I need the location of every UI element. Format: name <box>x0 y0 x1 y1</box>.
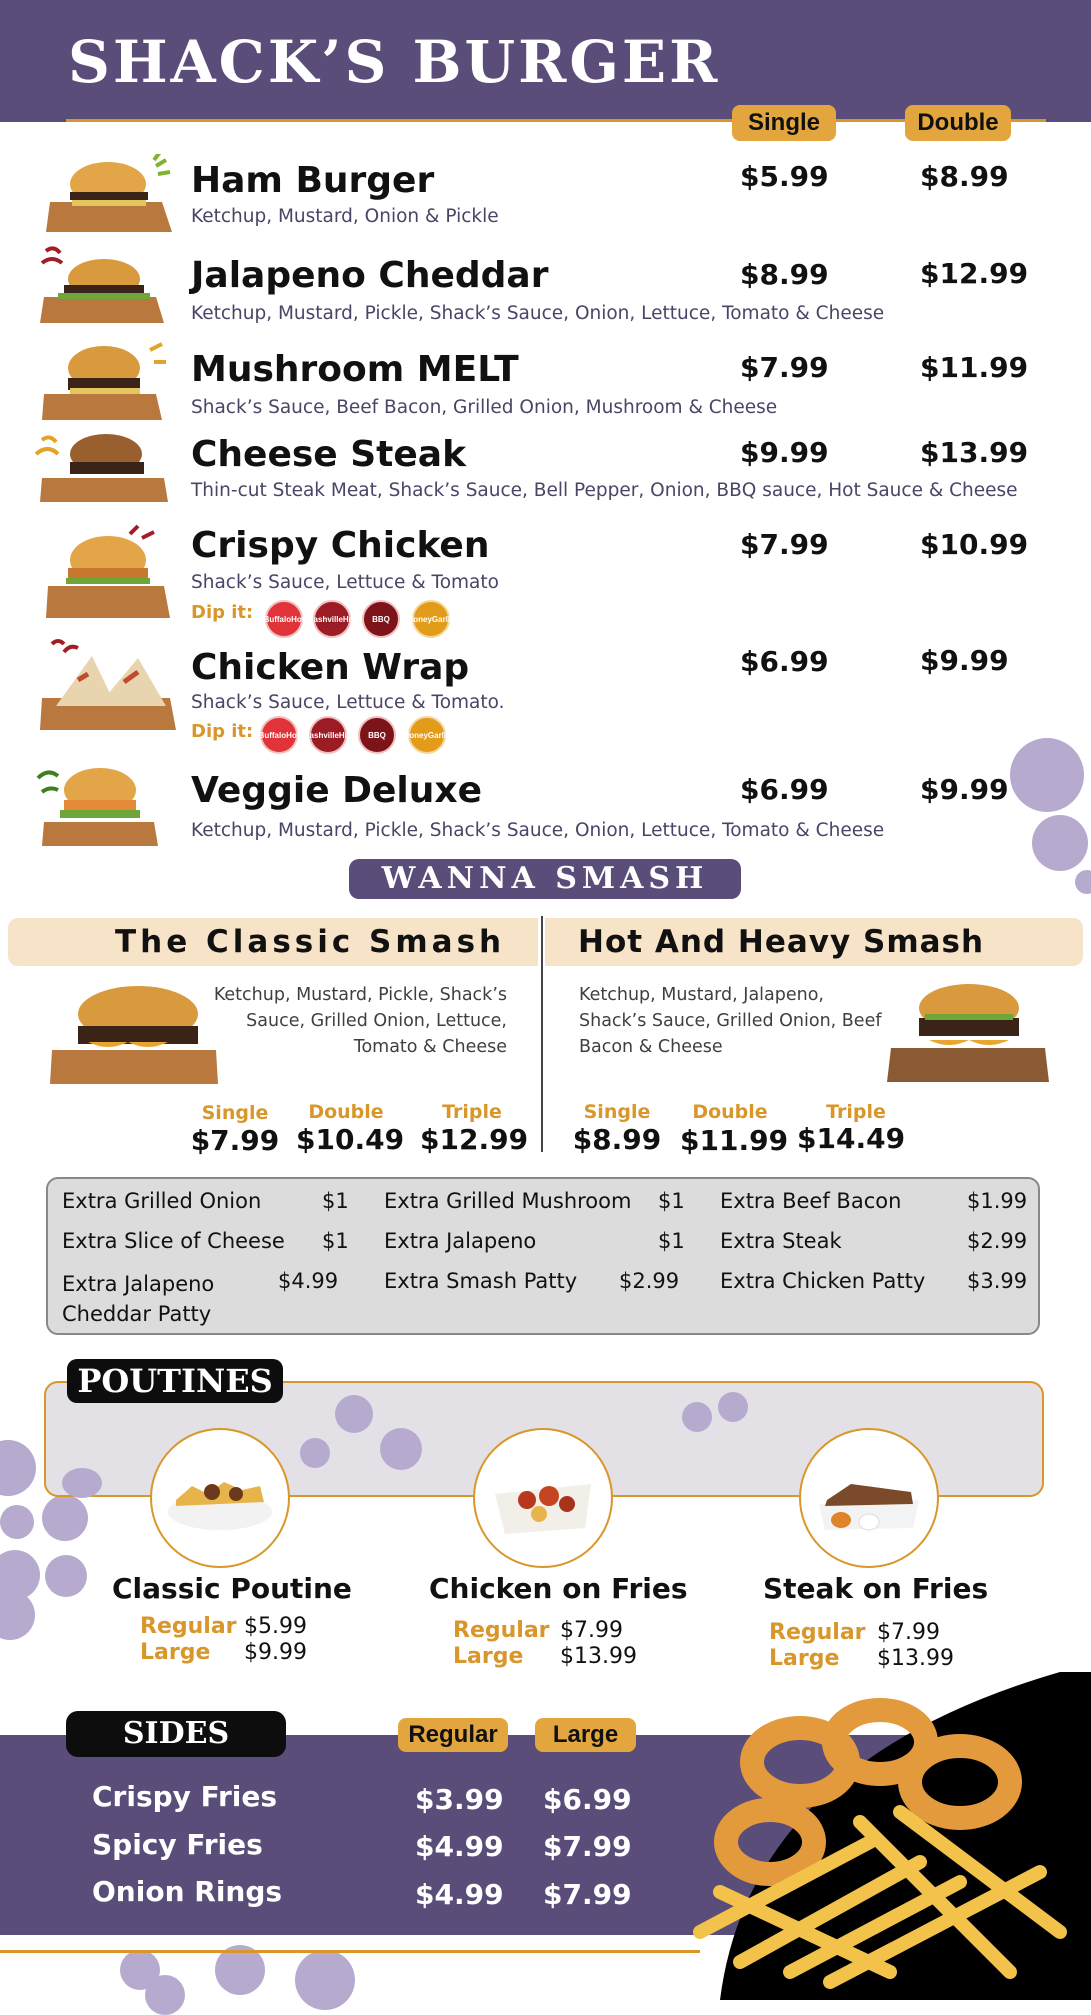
page-title: SHACK’S BURGER <box>68 28 721 96</box>
burger-name: Mushroom MELT <box>191 349 519 390</box>
price-double: $9.99 <box>920 773 1009 806</box>
classic-poutine-photo <box>150 1428 290 1568</box>
honey-garlic-sauce-badge: Honey Garlic <box>412 600 450 638</box>
poutine-name: Classic Poutine <box>112 1572 352 1605</box>
poutine-regular-price: $5.99 <box>244 1614 307 1639</box>
hot-triple-label: Triple <box>826 1101 886 1123</box>
buffalo-hot-sauce-badge: Buffalo Hot <box>260 716 298 754</box>
price-single: $5.99 <box>740 160 829 193</box>
decor-bubble <box>682 1402 712 1432</box>
burger-description: Shack’s Sauce, Lettuce & Tomato <box>191 572 499 593</box>
burger-name: Ham Burger <box>191 160 435 201</box>
side-large-price: $6.99 <box>543 1783 632 1816</box>
side-large-price: $7.99 <box>543 1830 632 1863</box>
extra-name: Extra Jalapeno Cheddar Patty <box>62 1272 215 1326</box>
side-name: Crispy Fries <box>92 1780 278 1813</box>
wanna-smash-banner: WANNA SMASH <box>349 859 741 899</box>
single-column-header: Single <box>732 105 836 141</box>
decor-bubble <box>145 1975 185 2015</box>
buffalo-hot-sauce-badge: Buffalo Hot <box>265 600 303 638</box>
burger-name: Crispy Chicken <box>191 525 490 566</box>
classic-triple-price: $12.99 <box>420 1123 529 1156</box>
price-double: $9.99 <box>920 644 1009 677</box>
classic-double-label: Double <box>308 1101 384 1123</box>
regular-label: Regular <box>140 1614 237 1639</box>
poutine-regular-price: $7.99 <box>560 1618 623 1643</box>
hot-double-price: $11.99 <box>680 1124 789 1157</box>
extra-name: Extra Slice of Cheese <box>62 1229 285 1253</box>
poutines-title: POUTINES <box>67 1359 283 1403</box>
poutine-name: Steak on Fries <box>763 1572 989 1605</box>
extra-price: $3.99 <box>967 1269 1028 1293</box>
price-single: $6.99 <box>740 773 829 806</box>
extra-name: Extra Smash Patty <box>384 1269 578 1293</box>
extra-price: $1 <box>322 1229 349 1253</box>
side-regular-price: $4.99 <box>415 1878 504 1911</box>
classic-triple-label: Triple <box>442 1101 502 1123</box>
price-double: $10.99 <box>920 528 1029 561</box>
chicken-wrap-photo <box>38 636 178 732</box>
hot-smash-description: Ketchup, Mustard, Jalapeno, Shack’s Sauce, Grilled Onion, Beef Bacon & Cheese <box>579 985 882 1057</box>
poutine-large-price: $9.99 <box>244 1640 307 1665</box>
hot-smash-title: Hot And Heavy Smash <box>578 924 985 960</box>
extra-name: Extra Grilled Onion <box>62 1189 262 1213</box>
price-double: $12.99 <box>920 257 1029 290</box>
extra-price: $1 <box>658 1189 685 1213</box>
extra-price: $1.99 <box>967 1189 1028 1213</box>
large-label: Large <box>453 1644 524 1669</box>
honey-garlic-sauce-badge: Honey Garlic <box>408 716 446 754</box>
bbq-sauce-badge: BBQ <box>358 716 396 754</box>
decor-bubble <box>718 1392 748 1422</box>
burger-description: Shack’s Sauce, Beef Bacon, Grilled Onion, Mushroom & Cheese <box>191 397 778 418</box>
extra-price: $1 <box>322 1189 349 1213</box>
hot-single-label: Single <box>583 1101 651 1123</box>
classic-smash-description: Ketchup, Mustard, Pickle, Shack’s Sauce, Grilled Onion, Lettuce, Tomato & Cheese <box>213 985 507 1057</box>
side-large-price: $7.99 <box>543 1878 632 1911</box>
classic-single-price: $7.99 <box>190 1124 280 1157</box>
classic-smash-photo <box>48 980 220 1086</box>
ham-burger-photo <box>44 154 174 234</box>
fries-onion-rings-photo <box>660 1672 1091 2000</box>
chicken-on-fries-photo <box>473 1428 613 1568</box>
poutine-large-price: $13.99 <box>560 1644 637 1669</box>
side-regular-price: $4.99 <box>415 1830 504 1863</box>
dip-label: Dip it: <box>191 721 254 742</box>
decor-bubble <box>0 1505 34 1539</box>
burger-name: Veggie Deluxe <box>191 770 483 811</box>
poutine-large-price: $13.99 <box>877 1646 954 1671</box>
decor-bubble <box>335 1395 373 1433</box>
extra-name: Extra Chicken Patty <box>720 1269 926 1293</box>
burger-description: Ketchup, Mustard, Pickle, Shack’s Sauce, Onion, Lettuce, Tomato & Cheese <box>191 820 885 841</box>
jalapeno-cheddar-photo <box>38 245 168 325</box>
burger-name: Chicken Wrap <box>191 647 470 688</box>
poutine-name: Chicken on Fries <box>429 1572 688 1605</box>
decor-bubble <box>300 1438 330 1468</box>
nashville-hot-sauce-badge: Nashville Hot <box>313 600 351 638</box>
price-single: $7.99 <box>740 351 829 384</box>
header-rule <box>66 119 1046 122</box>
decor-bubble <box>42 1495 88 1541</box>
burger-name: Cheese Steak <box>191 434 467 475</box>
poutine-regular-price: $7.99 <box>877 1620 940 1645</box>
classic-double-price: $10.49 <box>296 1123 405 1156</box>
side-regular-price: $3.99 <box>415 1783 504 1816</box>
price-double: $13.99 <box>920 436 1029 469</box>
decor-bubble <box>1075 870 1091 894</box>
extra-price: $1 <box>658 1229 685 1253</box>
bbq-sauce-badge: BBQ <box>362 600 400 638</box>
hot-double-label: Double <box>692 1101 768 1123</box>
large-label: Large <box>140 1640 211 1665</box>
decor-bubble <box>380 1428 422 1470</box>
cheese-steak-photo <box>32 428 172 504</box>
extra-name: Extra Beef Bacon <box>720 1189 902 1213</box>
sides-title: SIDES <box>66 1711 286 1757</box>
decor-bubble <box>0 1440 36 1496</box>
side-name: Spicy Fries <box>92 1828 263 1861</box>
sides-large-header: Large <box>535 1718 636 1752</box>
side-name: Onion Rings <box>92 1875 283 1908</box>
burger-description: Ketchup, Mustard, Pickle, Shack’s Sauce, Onion, Lettuce, Tomato & Cheese <box>191 303 885 324</box>
decor-bubble <box>1032 815 1088 871</box>
burger-description: Shack’s Sauce, Lettuce & Tomato. <box>191 692 505 713</box>
sides-bottom-rule <box>0 1950 700 1953</box>
decor-bubble <box>0 1590 35 1640</box>
extra-name: Extra Jalapeno <box>384 1229 537 1253</box>
sides-regular-header: Regular <box>398 1718 508 1752</box>
hot-single-price: $8.99 <box>572 1123 662 1156</box>
price-single: $9.99 <box>740 436 829 469</box>
hot-smash-photo <box>885 978 1050 1084</box>
extra-name: Extra Grilled Mushroom <box>384 1189 632 1213</box>
extra-price: $2.99 <box>967 1229 1028 1253</box>
classic-smash-title: The Classic Smash <box>115 924 506 960</box>
regular-label: Regular <box>769 1620 866 1645</box>
extra-price: $4.99 <box>278 1269 339 1293</box>
decor-bubble <box>45 1555 87 1597</box>
steak-on-fries-photo <box>799 1428 939 1568</box>
crispy-chicken-photo <box>44 524 174 620</box>
nashville-hot-sauce-badge: Nashville Hot <box>309 716 347 754</box>
mushroom-melt-photo <box>40 340 170 422</box>
dip-label: Dip it: <box>191 602 254 623</box>
price-single: $8.99 <box>740 258 829 291</box>
smash-divider <box>541 916 543 1152</box>
regular-label: Regular <box>453 1618 550 1643</box>
veggie-deluxe-photo <box>36 762 166 848</box>
burger-description: Ketchup, Mustard, Onion & Pickle <box>191 206 499 227</box>
price-single: $6.99 <box>740 645 829 678</box>
double-column-header: Double <box>905 105 1011 141</box>
price-double: $8.99 <box>920 160 1009 193</box>
price-single: $7.99 <box>740 528 829 561</box>
extra-name: Extra Steak <box>720 1229 842 1253</box>
extra-price: $2.99 <box>619 1269 680 1293</box>
decor-bubble <box>62 1468 102 1498</box>
decor-bubble <box>1010 738 1084 812</box>
hot-triple-price: $14.49 <box>797 1122 906 1155</box>
decor-bubble <box>295 1950 355 2010</box>
price-double: $11.99 <box>920 351 1029 384</box>
large-label: Large <box>769 1646 840 1671</box>
burger-description: Thin-cut Steak Meat, Shack’s Sauce, Bell Pepper, Onion, BBQ sauce, Hot Sauce & Cheese <box>191 480 1018 501</box>
classic-single-label: Single <box>201 1102 269 1124</box>
burger-name: Jalapeno Cheddar <box>191 255 549 296</box>
